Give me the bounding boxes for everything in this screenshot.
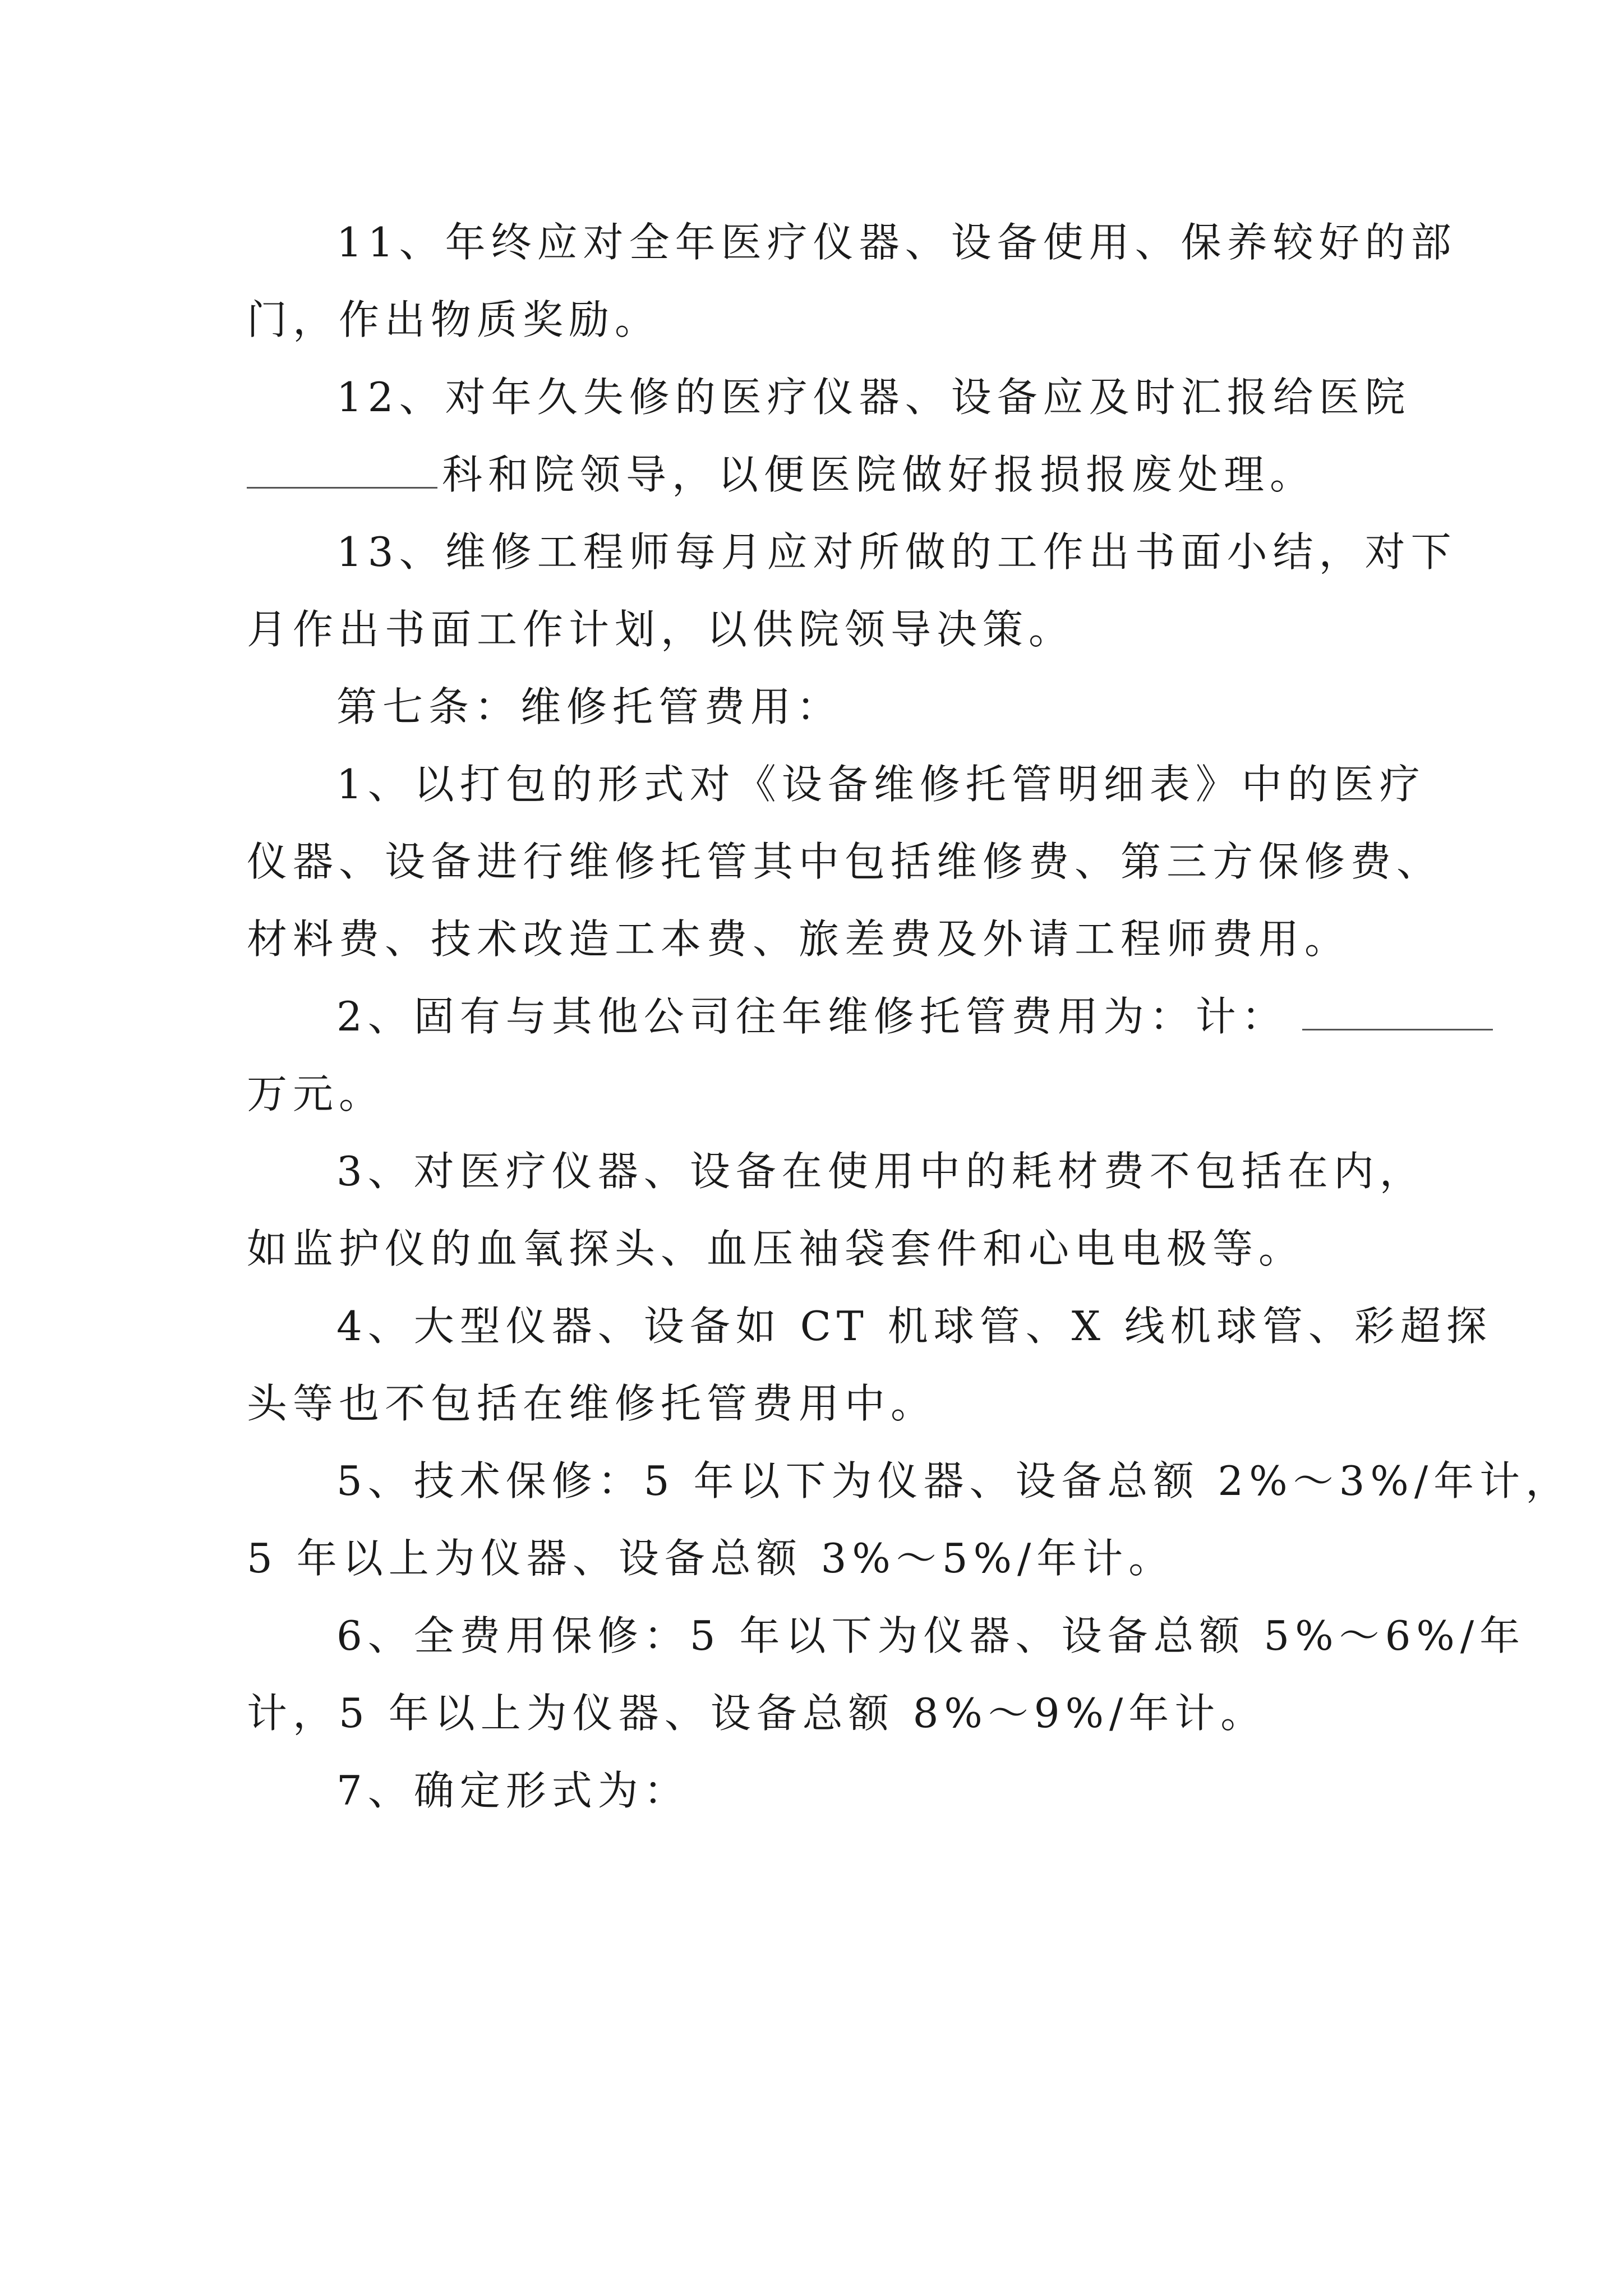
text-span: 科和院领导，以便医院做好报损报废处理。 — [442, 451, 1316, 498]
text-span: 万元。 — [247, 1070, 385, 1117]
text-span: 计，5 年以上为仪器、设备总额 8%～9%/年计。 — [247, 1690, 1267, 1737]
item-5-line-2 — [247, 1530, 1174, 1586]
item-7-line-1 — [336, 1763, 690, 1819]
paragraph-13-line-1 — [336, 524, 1457, 580]
paragraph-12-line-1 — [336, 369, 1411, 425]
item-3-line-2 — [247, 1221, 1304, 1277]
text-span: 第七条：维修托管费用： — [336, 683, 843, 730]
fill-in-blank-amount[interactable] — [1302, 995, 1493, 1030]
item-6-line-1 — [336, 1608, 1525, 1664]
paragraph-13-line-2 — [247, 601, 1075, 657]
text-span: 材料费、技术改造工本费、旅差费及外请工程师费用。 — [247, 915, 1351, 963]
text-span: 4、大型仪器、设备如 CT 机球管、X 线机球管、彩超探 — [336, 1303, 1492, 1350]
item-3-line-1 — [336, 1143, 1426, 1199]
article-7-heading — [336, 679, 842, 735]
text-span: 门，作出物质奖励。 — [247, 296, 661, 343]
text-span: 头等也不包括在维修托管费用中。 — [247, 1380, 937, 1427]
text-span: 月作出书面工作计划，以供院领导决策。 — [247, 606, 1075, 653]
text-span: 13、维修工程师每月应对所做的工作出书面小结，对下 — [336, 528, 1457, 576]
fill-in-blank-department[interactable] — [247, 453, 437, 489]
item-1-line-3 — [247, 911, 1350, 967]
text-span: 1、以打包的形式对《设备维修托管明细表》中的医疗 — [336, 761, 1426, 808]
text-span: 如监护仪的血氧探头、血压袖袋套件和心电电极等。 — [247, 1225, 1305, 1272]
text-span: 5、技术保修：5 年以下为仪器、设备总额 2%～3%/年计， — [336, 1457, 1572, 1504]
item-1-line-1 — [336, 756, 1426, 812]
text-span: 11、年终应对全年医疗仪器、设备使用、保养较好的部 — [336, 219, 1457, 266]
item-1-line-2 — [247, 834, 1442, 890]
item-2-line-2 — [247, 1066, 385, 1122]
item-6-line-2 — [247, 1685, 1266, 1741]
text-span: 2、固有与其他公司往年维修托管费用为：计： — [336, 993, 1288, 1040]
item-4-line-2 — [247, 1375, 937, 1432]
text-span: 12、对年久失修的医疗仪器、设备应及时汇报给医院 — [336, 374, 1411, 421]
paragraph-11-line-2 — [247, 292, 661, 348]
text-span: 6、全费用保修：5 年以下为仪器、设备总额 5%～6%/年 — [336, 1612, 1526, 1659]
paragraph-11-line-1 — [336, 214, 1457, 270]
text-span: 7、确定形式为： — [336, 1767, 690, 1814]
paragraph-12-line-2 — [247, 447, 1316, 503]
text-span: 仪器、设备进行维修托管其中包括维修费、第三方保修费、 — [247, 838, 1443, 885]
text-span: 5 年以上为仪器、设备总额 3%～5%/年计。 — [247, 1535, 1175, 1582]
item-4-line-1 — [336, 1298, 1492, 1354]
item-5-line-1 — [336, 1453, 1571, 1509]
text-span: 3、对医疗仪器、设备在使用中的耗材费不包括在内， — [336, 1148, 1426, 1195]
item-2-line-1 — [336, 988, 1493, 1045]
